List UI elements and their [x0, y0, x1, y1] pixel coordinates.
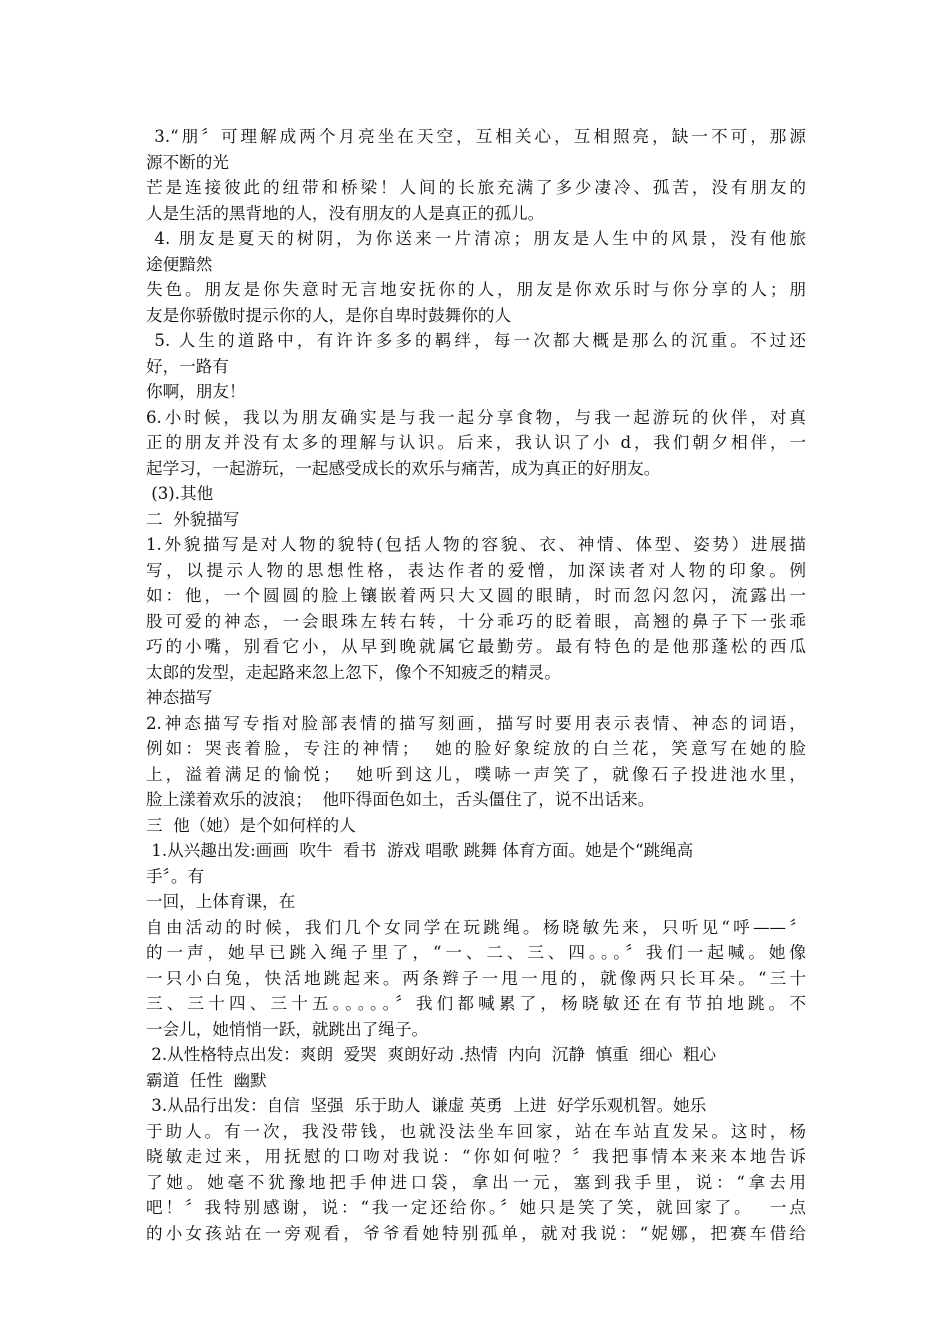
- text-line: 如：他，一个圆圆的脸上镶嵌着两只大又圆的眼睛，时而忽闪忽闪，流露出一: [146, 586, 806, 605]
- text-line: 途便黯然: [146, 254, 213, 274]
- text-line: 6.小时候，我以为朋友确实是与我一起分享食物，与我一起游玩的伙伴，对真: [146, 407, 806, 427]
- section-heading: 三 他（她）是个如何样的人: [146, 815, 356, 835]
- section-heading: 神态描写: [146, 688, 213, 707]
- text-line: 一只小白兔，快活地跳起来。两条辫子一甩一甩的，就像两只长耳朵。“三十: [146, 968, 806, 988]
- text-line: 友是你骄傲时提示你的人，是你自卑时鼓舞你的人: [146, 305, 512, 325]
- text-line: 2.从性格特点出发：爽朗 爱哭 爽朗好动 .热情 内向 沉静 慎重 细心 粗心: [146, 1045, 717, 1064]
- text-line: 手〞。有: [146, 866, 205, 886]
- text-line: 3.从品行出发：自信 坚强 乐于助人 谦虚 英勇 上进 好学乐观机智。她乐: [146, 1096, 707, 1115]
- text-line: 3.“朋〞可理解成两个月亮坐在天空，互相关心，互相照亮，缺一不可，那源: [146, 127, 806, 146]
- text-line: 自由活动的时候，我们几个女同学在玩跳绳。杨晓敏先来，只听见“呼——〞: [146, 917, 806, 937]
- document-page: [146, 124, 806, 1246]
- text-line: 人是生活的黑背地的人，没有朋友的人是真正的孤儿。: [146, 203, 545, 223]
- text-line: 霸道 任性 幽默: [146, 1070, 267, 1090]
- text-line: 一会儿，她悄悄一跃，就跳出了绳子。: [146, 1019, 429, 1039]
- text-line: 好，一路有: [146, 356, 229, 376]
- text-line: 例如：哭丧着脸，专注的神情； 她的脸好象绽放的白兰花，笑意写在她的脸: [146, 739, 806, 758]
- text-line: 1.从兴趣出发:画画 吹牛 看书 游戏 唱歌 跳舞 体育方面。她是个“跳绳高: [146, 841, 694, 860]
- text-line: 4. 朋友是夏天的树阴，为你送来一片清凉；朋友是人生中的风景，没有他旅: [146, 229, 806, 248]
- text-line: 三、三十四、三十五。。。。。〞我们都喊累了，杨晓敏还在有节拍地跳。不: [146, 994, 806, 1013]
- text-line: 了她。她毫不犹豫地把手伸进口袋，拿出一元，塞到我手里，说：“拿去用: [146, 1172, 806, 1192]
- text-line: 吧！〞我特别感谢，说：“我一定还给你。〞她只是笑了笑，就回家了。 一点: [146, 1198, 806, 1217]
- text-line: 巧的小嘴，别看它小，从早到晚就属它最勤劳。最有特色的是他那蓬松的西瓜: [146, 637, 806, 656]
- text-line: 起学习，一起游玩，一起感受成长的欢乐与痛苦，成为真正的好朋友。: [146, 458, 661, 478]
- text-line: 太郎的发型，走起路来忽上忽下，像个不知疲乏的精灵。: [146, 662, 561, 682]
- text-line: 芒是连接彼此的纽带和桥梁！人间的长旅充满了多少凄冷、孤苦，没有朋友的: [146, 178, 806, 197]
- text-line: 上，溢着满足的愉悦； 她听到这儿，噗哧一声笑了，就像石子投进池水里，: [146, 764, 806, 784]
- section-heading: (3).其他: [146, 484, 214, 503]
- text-line: 一回，上体育课，在: [146, 892, 296, 911]
- section-heading: 二 外貌描写: [146, 509, 240, 529]
- text-line: 晓敏走过来，用抚慰的口吻对我说：“你如何啦？〞我把事情本来来本地告诉: [146, 1147, 806, 1166]
- text-line: 5. 人生的道路中，有许许多多的羁绊，每一次都大概是那么的沉重。不过还: [146, 331, 806, 350]
- text-line: 股可爱的神态，一会眼珠左转右转，十分乖巧的眨着眼，高翘的鼻子下一张乖: [146, 611, 806, 631]
- text-line: 正的朋友并没有太多的理解与认识。后来，我认识了小 d，我们朝夕相伴，一: [146, 433, 806, 452]
- text-line: 你啊，朋友！: [146, 382, 246, 401]
- text-line: 写，以提示人物的思想性格，表达作者的爱憎，加深读者对人物的印象。例: [146, 560, 806, 580]
- text-line: 失色。朋友是你失意时无言地安抚你的人，朋友是你欢乐时与你分享的人；朋: [146, 280, 806, 299]
- text-line: 的小女孩站在一旁观看，爷爷看她特别孤单，就对我说：“妮娜，把赛车借给: [146, 1223, 806, 1243]
- text-line: 源不断的光: [146, 152, 229, 172]
- text-line: 的一声，她早已跳入绳子里了，“一、二、三、四。。。〞我们一起喊。她像: [146, 943, 806, 962]
- text-line: 于助人。有一次，我没带钱，也就没法坐车回家，站在车站直发呆。这时，杨: [146, 1121, 806, 1141]
- text-line: 脸上漾着欢乐的波浪； 他吓得面色如土，舌头僵住了，说不出话来。: [146, 790, 655, 809]
- text-line: 2.神态描写专指对脸部表情的描写刻画，描写时要用表示表情、神态的词语，: [146, 713, 806, 733]
- text-line: 1.外貌描写是对人物的貌特(包括人物的容貌、衣、神情、体型、姿势）进展描: [146, 535, 806, 554]
